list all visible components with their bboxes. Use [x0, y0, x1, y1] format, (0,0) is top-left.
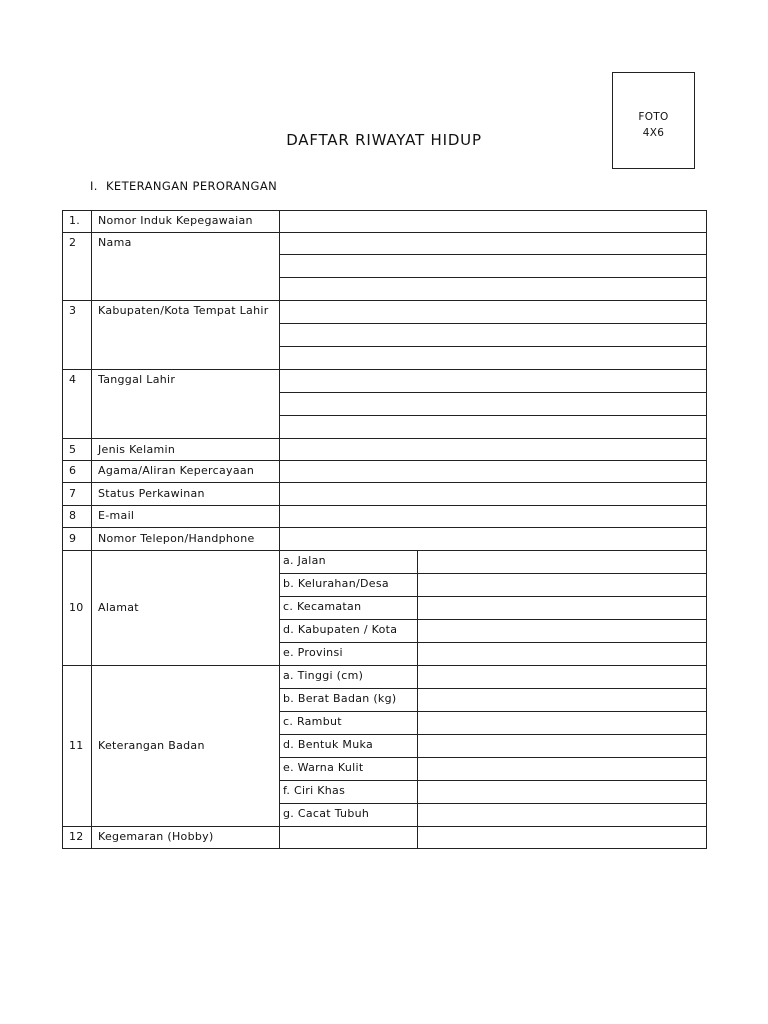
table-row [63, 827, 707, 849]
input-cell[interactable] [280, 393, 707, 416]
table-row [63, 211, 707, 233]
row-label: Agama/Aliran Kepercayaan [92, 461, 280, 483]
row-number: 3 [63, 301, 92, 370]
photo-label: FOTO [638, 111, 669, 123]
table-row [63, 528, 707, 551]
row-label: Status Perkawinan [92, 483, 280, 506]
input-cell[interactable] [418, 712, 707, 735]
photo-size: 4X6 [642, 127, 665, 139]
table-row [63, 506, 707, 528]
input-cell[interactable] [418, 666, 707, 689]
row-number: 8 [63, 506, 92, 528]
sub-label: a. Jalan [280, 551, 418, 574]
input-cell[interactable] [418, 597, 707, 620]
input-cell[interactable] [280, 528, 707, 551]
row-label: Keterangan Badan [92, 666, 280, 827]
row-number: 7 [63, 483, 92, 506]
input-cell[interactable] [280, 347, 707, 370]
input-cell[interactable] [280, 301, 707, 324]
page-title: DAFTAR RIWAYAT HIDUP [286, 131, 482, 149]
row-number: 9 [63, 528, 92, 551]
row-number: 11 [63, 666, 92, 827]
row-label-text: Kabupaten/Kota Tempat Lahir [98, 304, 269, 317]
input-cell[interactable] [418, 689, 707, 712]
row-label: Alamat [92, 551, 280, 666]
input-cell[interactable] [280, 233, 707, 255]
row-label: Jenis Kelamin [92, 439, 280, 461]
input-cell[interactable] [418, 758, 707, 781]
row-number: 6 [63, 461, 92, 483]
row-label: Nomor Telepon/Handphone [92, 528, 280, 551]
row-number: 1. [63, 211, 92, 233]
table-row [63, 483, 707, 506]
input-cell[interactable] [418, 804, 707, 827]
input-cell[interactable] [280, 370, 707, 393]
table-row [63, 551, 707, 574]
sub-label: g. Cacat Tubuh [280, 804, 418, 827]
table-row [63, 439, 707, 461]
input-cell[interactable] [280, 439, 707, 461]
row-label [92, 301, 280, 370]
row-label: Tanggal Lahir [92, 370, 280, 439]
input-cell[interactable] [280, 506, 707, 528]
input-cell[interactable] [418, 781, 707, 804]
input-cell[interactable] [418, 827, 707, 849]
input-cell[interactable] [280, 255, 707, 278]
sub-label: d. Bentuk Muka [280, 735, 418, 758]
table-row [63, 461, 707, 483]
sub-label: a. Tinggi (cm) [280, 666, 418, 689]
row-number: 10 [63, 551, 92, 666]
sub-label: b. Berat Badan (kg) [280, 689, 418, 712]
table-row [63, 233, 707, 255]
sub-label: e. Provinsi [280, 643, 418, 666]
row-number: 4 [63, 370, 92, 439]
sub-label: f. Ciri Khas [280, 781, 418, 804]
table-row [63, 370, 707, 393]
sub-label: d. Kabupaten / Kota [280, 620, 418, 643]
table-row [63, 301, 707, 324]
input-cell[interactable] [280, 483, 707, 506]
input-cell[interactable] [418, 735, 707, 758]
row-label: Nomor Induk Kepegawaian [92, 211, 280, 233]
input-cell[interactable] [280, 211, 707, 233]
section-heading [90, 179, 277, 193]
sub-label: b. Kelurahan/Desa [280, 574, 418, 597]
row-label: E-mail [92, 506, 280, 528]
sub-label: c. Rambut [280, 712, 418, 735]
row-label: Nama [92, 233, 280, 301]
section-number: I. [90, 179, 98, 193]
row-label: Kegemaran (Hobby) [92, 827, 280, 849]
input-cell[interactable] [280, 461, 707, 483]
input-cell[interactable] [418, 551, 707, 574]
personal-info-table [62, 210, 707, 849]
input-cell[interactable] [418, 574, 707, 597]
section-label: KETERANGAN PERORANGAN [105, 179, 278, 193]
input-cell[interactable] [280, 827, 418, 849]
row-number: 5 [63, 439, 92, 461]
input-cell[interactable] [280, 416, 707, 439]
input-cell[interactable] [418, 620, 707, 643]
input-cell[interactable] [280, 278, 707, 301]
table-row [63, 666, 707, 689]
row-number: 2 [63, 233, 92, 301]
input-cell[interactable] [418, 643, 707, 666]
input-cell[interactable] [280, 324, 707, 347]
row-number: 12 [63, 827, 92, 849]
photo-box [612, 72, 695, 169]
sub-label: c. Kecamatan [280, 597, 418, 620]
sub-label: e. Warna Kulit [280, 758, 418, 781]
